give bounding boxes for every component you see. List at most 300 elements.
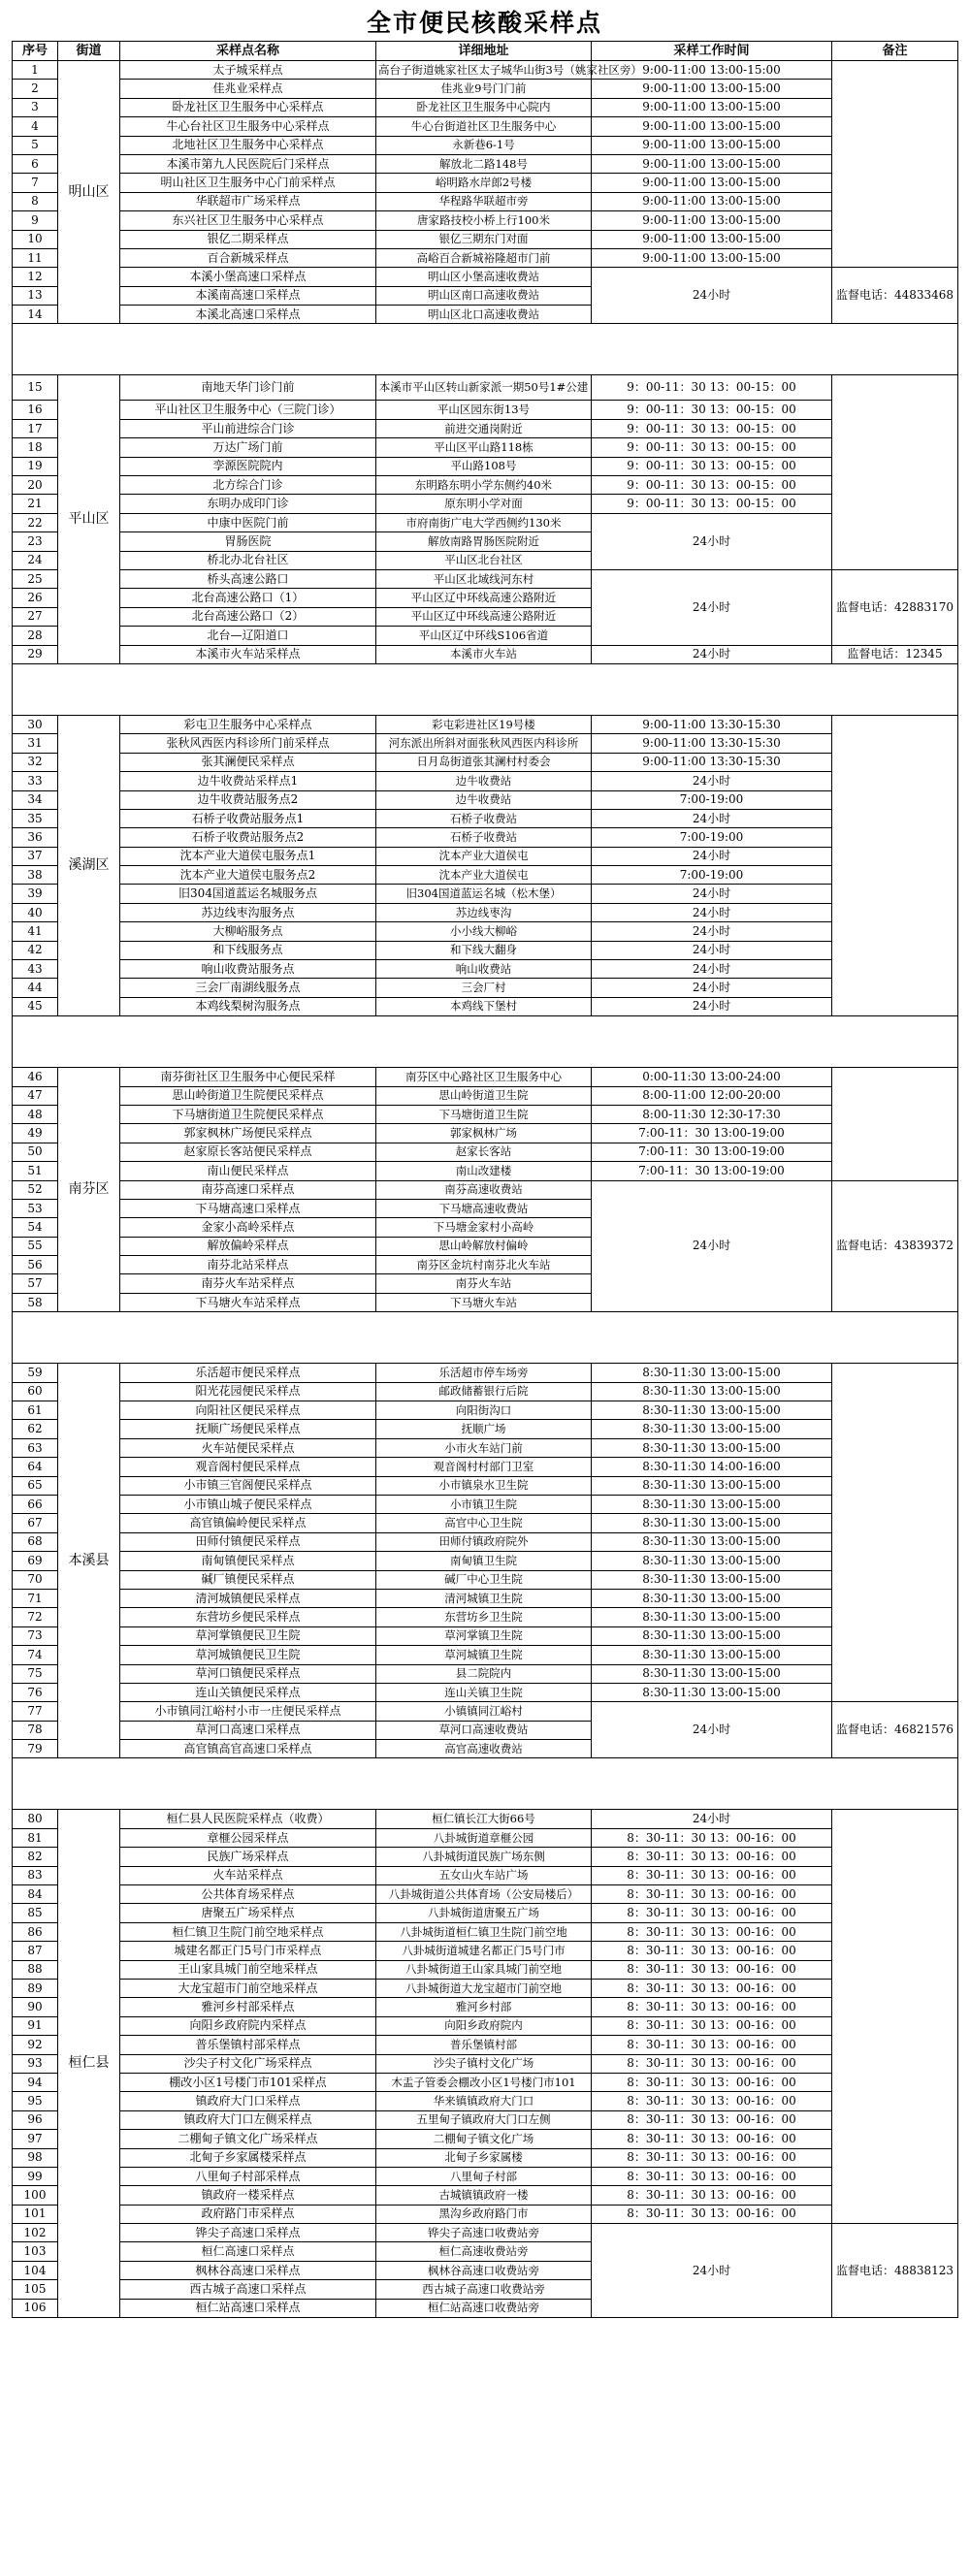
table-row [13,569,958,588]
section-gap [13,1758,958,1810]
site-name: 田师付镇便民采样点 [120,1532,376,1551]
row-index: 98 [13,2148,58,2167]
table-row [13,1828,958,1847]
site-name: 高官镇高官高速口采样点 [120,1740,376,1758]
site-hours: 24小时 [592,1810,832,1828]
table-row [13,2110,958,2129]
table-row [13,2167,958,2185]
site-address: 下马塘高速收费站 [376,1199,592,1217]
table-row [13,922,958,941]
section-gap-cell [13,663,958,715]
site-name: 佳兆业采样点 [120,80,376,98]
site-hours: 7:00-19:00 [592,790,832,809]
site-name: 沈本产业大道侯屯服务点1 [120,847,376,865]
section-gap [13,663,958,715]
row-index: 68 [13,1532,58,1551]
table-row [13,1458,958,1476]
site-hours: 24小时 [592,997,832,1015]
site-address: 南芬火车站 [376,1274,592,1293]
district-cell: 本溪县 [58,1364,120,1758]
row-index: 82 [13,1848,58,1866]
header-row [13,42,958,61]
row-index: 67 [13,1514,58,1532]
site-name: 唐聚五广场采样点 [120,1904,376,1922]
table-row [13,1848,958,1866]
site-name: 解放偏岭采样点 [120,1237,376,1255]
row-index: 93 [13,2054,58,2073]
site-name: 桓仁县人民医院采样点（收费） [120,1810,376,1828]
row-index: 40 [13,903,58,921]
table-row [13,1068,958,1086]
table-row [13,401,958,419]
row-index: 49 [13,1124,58,1143]
site-address: 八卦城街道桓仁镇卫生院门前空地 [376,1922,592,1941]
row-index: 32 [13,753,58,771]
site-address: 东营坊乡卫生院 [376,1608,592,1626]
table-row [13,1401,958,1420]
table-row [13,1866,958,1884]
row-index: 44 [13,979,58,997]
site-address: 沈本产业大道侯屯 [376,847,592,865]
table-row [13,375,958,401]
row-index: 34 [13,790,58,809]
site-hours-merged: 24小时 [592,1180,832,1312]
site-hours: 9:00-11:00 13:00-15:00 [592,230,832,248]
site-name: 公共体育场采样点 [120,1885,376,1904]
site-hours: 7:00-19:00 [592,866,832,885]
site-name: 南芬北站采样点 [120,1256,376,1274]
site-address: 明山区小堡高速收费站 [376,268,592,286]
table-row [13,2073,958,2091]
site-hours: 9:00-11:00 13:30-15:30 [592,715,832,733]
site-name: 火车站采样点 [120,1866,376,1884]
table-row [13,1496,958,1514]
site-name: 草河掌镇便民卫生院 [120,1626,376,1645]
site-hours-merged: 24小时 [592,513,832,569]
note-cell [832,61,958,268]
table-row [13,2224,958,2242]
section-gap [13,324,958,375]
site-name: 普乐堡镇村部采样点 [120,2036,376,2054]
site-address: 小市镇泉水卫生院 [376,1476,592,1495]
site-name: 连山关镇便民采样点 [120,1683,376,1701]
site-hours: 8:30-11:30 13:00-15:00 [592,1438,832,1457]
row-index: 95 [13,2092,58,2110]
table-row [13,154,958,173]
site-name: 苏边线枣沟服务点 [120,903,376,921]
site-address: 八卦城街道唐聚五广场 [376,1904,592,1922]
row-index: 18 [13,438,58,457]
site-hours: 9:00-11:00 13:30-15:30 [592,753,832,771]
site-address: 石桥子收费站 [376,809,592,827]
site-address: 小镇镇同江峪村 [376,1702,592,1721]
site-address: 桓仁高速收费站旁 [376,2242,592,2261]
site-name: 八里甸子村部采样点 [120,2167,376,2185]
site-hours: 8：30-11：30 13：00-16：00 [592,2110,832,2129]
site-address: 平山区平山路118栋 [376,438,592,457]
site-name: 小市镇山城子便民采样点 [120,1496,376,1514]
site-name: 抚顺广场便民采样点 [120,1420,376,1438]
note-cell [832,1810,958,2224]
table-row [13,1589,958,1607]
site-name: 响山收费站服务点 [120,960,376,979]
table-row [13,2130,958,2148]
site-hours: 9：00-11：30 13：00-15：00 [592,419,832,437]
site-name: 华联超市广场采样点 [120,192,376,210]
row-index: 58 [13,1293,58,1311]
header-site-name: 采样点名称 [120,42,376,61]
table-row [13,230,958,248]
row-index: 37 [13,847,58,865]
note-cell: 监督电话：48838123 [832,2224,958,2318]
row-index: 77 [13,1702,58,1721]
site-hours: 24小时 [592,885,832,903]
table-row [13,1885,958,1904]
site-name: 草河口高速口采样点 [120,1721,376,1739]
site-hours: 8：30-11：30 13：00-16：00 [592,2054,832,2073]
site-address: 草河城镇卫生院 [376,1646,592,1664]
site-name: 桥头高速公路口 [120,569,376,588]
site-hours: 7:00-11：30 13:00-19:00 [592,1124,832,1143]
section-gap-cell [13,1758,958,1810]
table-row [13,1180,958,1199]
row-index: 92 [13,2036,58,2054]
site-address: 市府南街广电大学西侧约130米 [376,513,592,531]
site-hours: 8:30-11:30 13:00-15:00 [592,1589,832,1607]
site-name: 石桥子收费站服务点1 [120,809,376,827]
row-index: 5 [13,136,58,154]
site-address: 小市镇卫生院 [376,1496,592,1514]
site-name: 中康中医院门前 [120,513,376,531]
site-hours: 8:30-11:30 13:00-15:00 [592,1476,832,1495]
site-hours: 9：00-11：30 13：00-15：00 [592,438,832,457]
site-address: 田师付镇政府院外 [376,1532,592,1551]
site-address: 五里甸子镇政府大门口左侧 [376,2110,592,2129]
site-address: 平山路108号 [376,457,592,475]
site-hours: 8：30-11：30 13：00-16：00 [592,2073,832,2091]
site-name: 桥北办北台社区 [120,551,376,569]
site-name: 南芬高速口采样点 [120,1180,376,1199]
site-name: 南芬火车站采样点 [120,1274,376,1293]
site-address: 银亿三期东门对面 [376,230,592,248]
site-name: 太子城采样点 [120,61,376,80]
site-name: 章榧公园采样点 [120,1828,376,1847]
site-hours: 8：30-11：30 13：00-16：00 [592,2036,832,2054]
site-hours: 8:30-11:30 13:00-15:00 [592,1496,832,1514]
site-hours: 0:00-11:30 13:00-24:00 [592,1068,832,1086]
table-row [13,1922,958,1941]
site-hours: 9:00-11:00 13:00-15:00 [592,248,832,267]
site-hours: 8:30-11:30 13:00-15:00 [592,1382,832,1401]
row-index: 90 [13,1998,58,2016]
site-name: 本溪小堡高速口采样点 [120,268,376,286]
site-name: 边牛收费站服务点2 [120,790,376,809]
site-address: 八卦城街道大龙宝超市门前空地 [376,1979,592,1997]
page-title: 全市便民核酸采样点 [366,9,602,37]
table-row [13,1438,958,1457]
site-hours: 8：30-11：30 13：00-16：00 [592,2092,832,2110]
site-address: 南芬区金坑村南芬北火车站 [376,1256,592,1274]
row-index: 27 [13,607,58,626]
header-district: 街道 [58,42,120,61]
site-address: 清河城镇卫生院 [376,1589,592,1607]
table-row [13,809,958,827]
site-address: 三会厂村 [376,979,592,997]
site-name: 南芬街社区卫生服务中心便民采样 [120,1068,376,1086]
table-row [13,1904,958,1922]
site-name: 小市镇三官阁便民采样点 [120,1476,376,1495]
table-row [13,903,958,921]
note-cell [832,375,958,570]
table-row [13,979,958,997]
site-name: 平山社区卫生服务中心（三院门诊） [120,401,376,419]
site-hours: 24小时 [592,979,832,997]
site-address: 旧304国道蓝运名城（松木堡） [376,885,592,903]
site-address: 平山区辽中环线高速公路附近 [376,607,592,626]
table-row [13,1514,958,1532]
site-address: 原东明小学对面 [376,495,592,513]
row-index: 63 [13,1438,58,1457]
row-index: 100 [13,2186,58,2205]
site-address: 苏边线枣沟 [376,903,592,921]
row-index: 36 [13,828,58,847]
site-hours: 9：00-11：30 13：00-15：00 [592,401,832,419]
site-address: 小市火车站门前 [376,1438,592,1457]
site-hours: 8：30-11：30 13：00-16：00 [592,1942,832,1960]
row-index: 7 [13,174,58,192]
site-address: 边牛收费站 [376,772,592,790]
row-index: 4 [13,117,58,136]
site-address: 平山区辽中环线高速公路附近 [376,589,592,607]
table-row [13,997,958,1015]
site-address: 草河掌镇卫生院 [376,1626,592,1645]
site-address: 乐活超市停车场旁 [376,1364,592,1382]
row-index: 15 [13,375,58,401]
row-index: 70 [13,1570,58,1589]
site-address: 西古城子高速口收费站旁 [376,2280,592,2299]
site-hours: 24小时 [592,922,832,941]
site-hours: 8：30-11：30 13：00-16：00 [592,1904,832,1922]
row-index: 84 [13,1885,58,1904]
site-name: 下马塘火车站采样点 [120,1293,376,1311]
site-name: 牛心台社区卫生服务中心采样点 [120,117,376,136]
site-name: 北甸子乡家属楼采样点 [120,2148,376,2167]
site-address: 边牛收费站 [376,790,592,809]
site-address: 华程路华联超市旁 [376,192,592,210]
site-address: 平山区辽中环线S106省道 [376,627,592,645]
note-cell: 监督电话：43839372 [832,1180,958,1312]
row-index: 71 [13,1589,58,1607]
site-name: 银亿二期采样点 [120,230,376,248]
site-name: 旧304国道蓝运名城服务点 [120,885,376,903]
row-index: 38 [13,866,58,885]
site-name: 南山便民采样点 [120,1162,376,1180]
site-name: 本鸡线梨树沟服务点 [120,997,376,1015]
table-row [13,1364,958,1382]
site-hours: 8:30-11:30 13:00-15:00 [592,1552,832,1570]
row-index: 66 [13,1496,58,1514]
site-name: 小市镇同江峪村小市一庄便民采样点 [120,1702,376,1721]
table-row [13,1570,958,1589]
row-index: 41 [13,922,58,941]
site-hours: 24小时 [592,847,832,865]
site-hours: 8:00-11:00 12:00-20:00 [592,1086,832,1105]
site-address: 牛心台街道社区卫生服务中心 [376,117,592,136]
site-name: 东明办成印门诊 [120,495,376,513]
site-hours: 8：30-11：30 13：00-16：00 [592,2130,832,2148]
table-row [13,1552,958,1570]
table-row [13,2016,958,2035]
site-address: 本溪市平山区转山新家派一期50号1#公建 [376,375,592,401]
site-name: 本溪北高速口采样点 [120,306,376,324]
row-index: 51 [13,1162,58,1180]
row-index: 104 [13,2261,58,2279]
section-gap [13,1312,958,1364]
site-hours: 8:30-11:30 13:00-15:00 [592,1570,832,1589]
site-name: 沈本产业大道侯屯服务点2 [120,866,376,885]
site-address: 八卦城街道民族广场东侧 [376,1848,592,1866]
site-hours: 8:30-11:30 13:00-15:00 [592,1646,832,1664]
site-name: 孪源医院院内 [120,457,376,475]
table-row [13,715,958,733]
site-name: 和下线服务点 [120,941,376,959]
site-hours: 8：30-11：30 13：00-16：00 [592,1998,832,2016]
site-name: 南地天华门诊门前 [120,375,376,401]
row-index: 28 [13,627,58,645]
site-name: 张秋风西医内科诊所门前采样点 [120,734,376,753]
site-address: 下马塘金家村小高岭 [376,1218,592,1237]
site-address: 下马塘火车站 [376,1293,592,1311]
site-address: 彩屯彩进社区19号楼 [376,715,592,733]
row-index: 72 [13,1608,58,1626]
header-hours: 采样工作时间 [592,42,832,61]
site-name: 本溪市第九人民医院后门采样点 [120,154,376,173]
site-hours: 9:00-11:00 13:00-15:00 [592,136,832,154]
table-row [13,136,958,154]
site-address: 石桥子收费站 [376,828,592,847]
site-name: 北地社区卫生服务中心采样点 [120,136,376,154]
site-hours: 24小时 [592,941,832,959]
row-index: 86 [13,1922,58,1941]
table-row [13,941,958,959]
site-name: 本溪南高速口采样点 [120,286,376,305]
site-hours-merged: 24小时 [592,1702,832,1758]
row-index: 88 [13,1960,58,1979]
site-name: 思山岭街道卫生院便民采样点 [120,1086,376,1105]
header-notes: 备注 [832,42,958,61]
note-cell: 监督电话：44833468 [832,268,958,324]
row-index: 69 [13,1552,58,1570]
district-cell: 南芬区 [58,1068,120,1312]
site-hours: 8：30-11：30 13：00-16：00 [592,1866,832,1884]
site-address: 古城镇镇政府一楼 [376,2186,592,2205]
site-hours: 8:30-11:30 13:00-15:00 [592,1664,832,1683]
row-index: 74 [13,1646,58,1664]
site-hours: 24小时 [592,960,832,979]
site-hours: 9：00-11：30 13：00-15：00 [592,495,832,513]
site-hours: 24小时 [592,772,832,790]
site-address: 本鸡线下堡村 [376,997,592,1015]
site-name: 郭家枫林广场便民采样点 [120,1124,376,1143]
row-index: 52 [13,1180,58,1199]
table-row [13,495,958,513]
site-hours: 9：00-11：30 13：00-15：00 [592,457,832,475]
row-index: 85 [13,1904,58,1922]
table-row [13,80,958,98]
site-address: 普乐堡镇村部 [376,2036,592,2054]
sheet [12,6,957,2318]
row-index: 105 [13,2280,58,2299]
site-address: 明山区南口高速收费站 [376,286,592,305]
row-index: 106 [13,2299,58,2317]
row-index: 46 [13,1068,58,1086]
site-address: 河东派出所斜对面张秋风西医内科诊所 [376,734,592,753]
site-address: 雅河乡村部 [376,1998,592,2016]
row-index: 2 [13,80,58,98]
site-name: 碱厂镇便民采样点 [120,1570,376,1589]
table-row [13,61,958,80]
site-address: 八卦城街道章榧公园 [376,1828,592,1847]
site-name: 王山家具城门前空地采样点 [120,1960,376,1979]
site-address: 前进交通岗附近 [376,419,592,437]
section-gap-cell [13,1312,958,1364]
site-address: 连山关镇卫生院 [376,1683,592,1701]
site-address: 邮政储蓄银行后院 [376,1382,592,1401]
site-name: 棚改小区1号楼门市101采样点 [120,2073,376,2091]
row-index: 53 [13,1199,58,1217]
site-name: 胃肠医院 [120,532,376,551]
table-row [13,2205,958,2223]
site-hours: 8：30-11：30 13：00-16：00 [592,2205,832,2223]
row-index: 48 [13,1105,58,1123]
table-row [13,2186,958,2205]
table-row [13,753,958,771]
site-hours: 9:00-11:00 13:00-15:00 [592,174,832,192]
site-name: 平山前进综合门诊 [120,419,376,437]
site-hours: 8：30-11：30 13：00-16：00 [592,1828,832,1847]
table-row [13,2092,958,2110]
site-name: 本溪市火车站采样点 [120,645,376,663]
site-name: 西古城子高速口采样点 [120,2280,376,2299]
row-index: 6 [13,154,58,173]
site-hours: 9:00-11:00 13:00-15:00 [592,154,832,173]
site-address: 五女山火车站广场 [376,1866,592,1884]
row-index: 73 [13,1626,58,1645]
site-hours: 8:30-11:30 13:00-15:00 [592,1532,832,1551]
row-index: 60 [13,1382,58,1401]
table-row [13,2036,958,2054]
table-row [13,248,958,267]
table-row [13,457,958,475]
row-index: 9 [13,211,58,230]
site-name: 南甸镇便民采样点 [120,1552,376,1570]
row-index: 56 [13,1256,58,1274]
district-cell: 溪湖区 [58,715,120,1015]
row-index: 61 [13,1401,58,1420]
site-name: 向阳乡政府院内采样点 [120,2016,376,2035]
site-address: 铧尖子高速口收费站旁 [376,2224,592,2242]
site-address: 南山改建楼 [376,1162,592,1180]
site-name: 镇政府大门口采样点 [120,2092,376,2110]
site-name: 金家小高岭采样点 [120,1218,376,1237]
row-index: 14 [13,306,58,324]
site-name: 镇政府大门口左侧采样点 [120,2110,376,2129]
table-row [13,1810,958,1828]
row-index: 62 [13,1420,58,1438]
row-index: 31 [13,734,58,753]
site-hours: 7:00-19:00 [592,828,832,847]
site-address: 唐家路技校小桥上行100米 [376,211,592,230]
